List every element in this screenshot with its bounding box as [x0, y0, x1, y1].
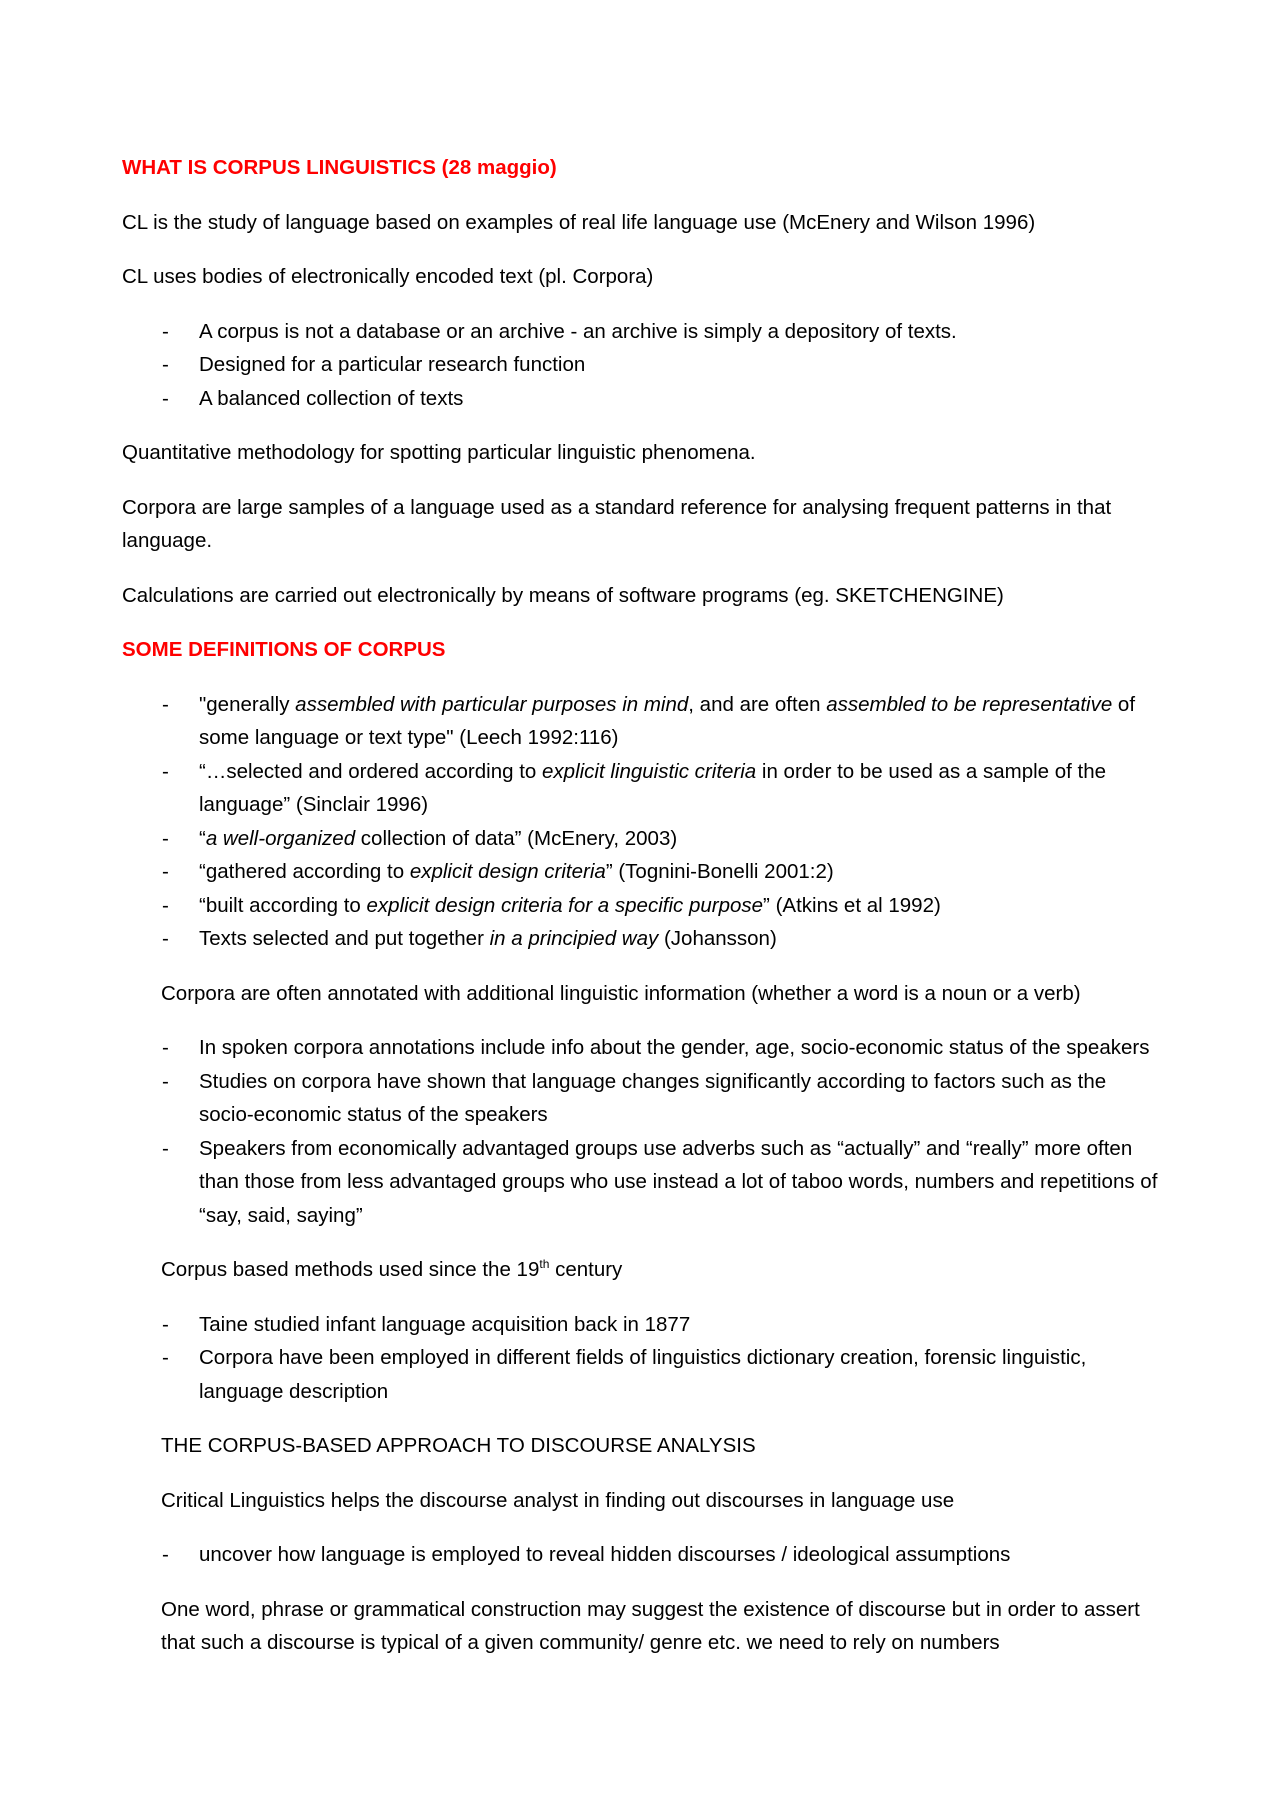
bullet-list-annotations [122, 1031, 1162, 1232]
list-item [122, 822, 1162, 856]
list-item-text: Designed for a particular research function [199, 353, 586, 376]
list-item [122, 855, 1162, 889]
def-emphasis: assembled to be representative [826, 692, 1113, 716]
list-item-text: A balanced collection of texts [199, 386, 464, 410]
list-dash: - [162, 692, 169, 716]
list-dash: - [162, 860, 169, 883]
def-text: ” (Atkins et al 1992) [763, 893, 941, 917]
def-emphasis: explicit linguistic criteria [542, 759, 757, 783]
list-item-text: uncover how language is employed to reveal hidden discourses / ideological assumptions [199, 1543, 1011, 1566]
list-dash: - [162, 927, 169, 950]
def-text: “ [199, 826, 206, 850]
list-dash: - [162, 826, 169, 850]
list-dash: - [162, 1346, 169, 1369]
list-item [122, 382, 1162, 416]
list-item [122, 688, 1162, 755]
list-item-text: Studies on corpora have shown that language changes significantly according to factors such as the socio-economic status of the speakers [199, 1069, 1107, 1126]
def-emphasis: in a principied way [489, 927, 659, 950]
def-text: “built according to [199, 893, 367, 917]
def-text: “…selected and ordered according to [199, 759, 543, 783]
def-text: , and are often [688, 692, 827, 716]
list-item [122, 1308, 1162, 1342]
list-item-text: Speakers from economically advantaged groups use adverbs such as “actually” and “really” more often than those from less advantaged groups who use instead a lot of taboo words, numbers and repetitions of “say, said, saying” [199, 1136, 1158, 1227]
list-dash: - [162, 353, 169, 376]
list-dash: - [162, 759, 169, 783]
paragraph-calculations: Calculations are carried out electronically by means of software programs (eg. SKETCHENGINE) [122, 583, 1004, 607]
list-item [122, 1341, 1162, 1408]
list-item-text: Corpora have been employed in different fields of linguistics dictionary creation, forensic linguistic, language description [199, 1346, 1087, 1403]
bullet-list-corpus-features [122, 315, 1162, 416]
def-text: (Johansson) [658, 927, 777, 950]
list-dash: - [162, 1069, 169, 1093]
paragraph-cl-definition: CL is the study of language based on examples of real life language use (McEnery and Wilson 1996) [122, 210, 1036, 234]
def-text: collection of data” (McEnery, 2003) [355, 826, 678, 850]
paragraph-critical-linguistics: Critical Linguistics helps the discourse analyst in finding out discourses in language use [161, 1488, 955, 1512]
list-dash: - [162, 386, 169, 410]
list-item [122, 889, 1162, 923]
list-item [122, 922, 1162, 956]
list-item [122, 755, 1162, 822]
section-heading-what-is-cl: WHAT IS CORPUS LINGUISTICS (28 maggio) [122, 156, 557, 179]
list-dash: - [162, 1136, 169, 1160]
def-text: in order to be used as a sample of the language” (Sinclair 1996) [199, 759, 1107, 816]
list-item [122, 348, 1162, 382]
paragraph-cl-bodies: CL uses bodies of electronically encoded text (pl. Corpora) [122, 265, 654, 288]
list-dash: - [162, 1312, 169, 1336]
superscript: th [539, 1257, 550, 1272]
list-dash: - [162, 319, 169, 343]
paragraph-text: Corpus based methods used since the 19 [161, 1258, 540, 1281]
def-text: “gathered according to [199, 860, 410, 883]
list-item [122, 1031, 1162, 1065]
paragraph-text: century [549, 1258, 623, 1281]
list-item [122, 1538, 1162, 1572]
list-item [122, 1065, 1162, 1132]
list-item-text: In spoken corpora annotations include info about the gender, age, socio-economic status of the speakers [199, 1036, 1150, 1059]
def-emphasis: a well-organized [205, 826, 356, 850]
list-dash: - [162, 1036, 169, 1059]
list-dash: - [162, 893, 169, 917]
section-heading-definitions: SOME DEFINITIONS OF CORPUS [122, 638, 446, 661]
section-heading-discourse: THE CORPUS-BASED APPROACH TO DISCOURSE ANALYSIS [161, 1434, 756, 1457]
def-emphasis: explicit design criteria [409, 860, 606, 883]
def-emphasis: explicit design criteria for a specific purpose [366, 893, 764, 917]
paragraph-discourse-numbers: One word, phrase or grammatical construction may suggest the existence of discourse but in order to assert that such a discourse is typical of a given community/ genre etc. we need to rely on numbers [161, 1597, 1140, 1654]
list-item-text: A corpus is not a database or an archive - an archive is simply a depository of texts. [199, 319, 957, 343]
def-emphasis: assembled with particular purposes in mind [295, 692, 689, 716]
def-text: ” (Tognini-Bonelli 2001:2) [605, 860, 834, 883]
list-item [122, 315, 1162, 349]
list-item [122, 1132, 1162, 1233]
bullet-list-history [122, 1308, 1162, 1409]
def-text: Texts selected and put together [199, 927, 490, 950]
bullet-list-discourse [122, 1538, 1162, 1572]
paragraph-corpora-samples: Corpora are large samples of a language used as a standard reference for analysing frequent patterns in that language. [122, 495, 1112, 552]
document-page [122, 151, 1162, 1681]
paragraph-19th-century [161, 1253, 1162, 1287]
def-text: "generally [199, 692, 296, 716]
paragraph-quantitative: Quantitative methodology for spotting particular linguistic phenomena. [122, 441, 756, 464]
list-dash: - [162, 1543, 169, 1566]
paragraph-annotation: Corpora are often annotated with additional linguistic information (whether a word is a noun or a verb) [161, 981, 1081, 1005]
list-item-text: Taine studied infant language acquisition back in 1877 [199, 1312, 691, 1336]
bullet-list-definitions [122, 688, 1162, 956]
def-text: of some language or text type" (Leech 1992:116) [199, 692, 1136, 749]
